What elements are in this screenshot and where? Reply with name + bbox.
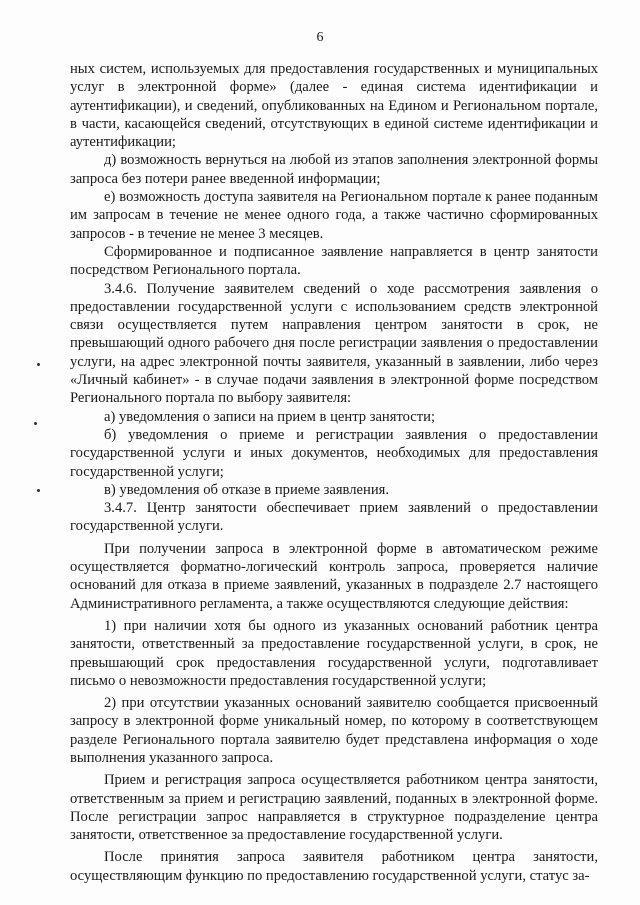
page-number: 6 <box>316 30 324 45</box>
paragraph: б) уведомления о приеме и регистрации заявления о предоставлении государственной услуги и иных документов, необходимых для предоставления государственной услуги; <box>70 426 598 480</box>
paragraph: 2) при отсутствии указанных оснований заявителю сообщается присвоенный запросу в электронной форме уникальный номер, по которому в соответствующем разделе Регионального портала заявителю будет представлена информация о ходе выполнения указанного запроса. <box>70 695 598 766</box>
paragraph: 1) при наличии хотя бы одного из указанных оснований работник центра занятости, ответственный за предоставление государственной услуги, в срок, не превышающий срок предоставления государственной услуги, подготавливает письмо о невозможности предоставления государственной услуги; <box>70 617 598 689</box>
paragraph: д) возможность вернуться на любой из этапов заполнения электронной формы запроса без потери ранее введенной информации; <box>70 152 598 187</box>
paragraph: ных систем, используемых для предоставления государственных и муниципальных услуг в электронной форме» (далее - единая система идентификации и аутентификации), и сведений, опубликованных на Едином и Региональном портале, в части, касающейся сведений, отсутствующих в единой системе идентификации и аутентификации; <box>70 61 598 151</box>
paragraph: Прием и регистрация запроса осуществляется работником центра занятости, ответственным за прием и регистрацию заявлений, поданных в электронной форме. После регистрации запрос направляется в структурное подразделение центра занятости, ответственное за предоставление государственной услуги. <box>70 772 598 844</box>
paragraph: После принятия запроса заявителя работником центра занятости, осуществляющим функцию по предоставлению государственной услуги, статус за- <box>70 849 598 884</box>
paragraph: е) возможность доступа заявителя на Региональном портале к ранее поданным им запросам в течение не менее одного года, а также частично сформированных запросов - в течение не менее 3 месяцев. <box>70 189 598 242</box>
document-body <box>70 60 598 885</box>
scan-mark <box>34 422 37 425</box>
paragraph: При получении запроса в электронной форме в автоматическом режиме осуществляется форматно-логический контроль запроса, проверяется наличие оснований для отказа в приеме заявлений, указанных в подразделе 2.7 настоящего Административного регламента, а также осуществляются следующие действия: <box>70 540 598 612</box>
paragraph: Сформированное и подписанное заявление направляется в центр занятости посредством Регионального портала. <box>70 243 598 279</box>
paragraph: в) уведомления об отказе в приеме заявления. <box>104 481 389 498</box>
paragraph: а) уведомления о записи на прием в центр занятости; <box>104 408 436 425</box>
scan-mark <box>37 363 40 366</box>
scan-mark <box>37 489 40 492</box>
paragraph: 3.4.6. Получение заявителем сведений о ходе рассмотрения заявления о предоставлении государственной услуги с использованием средств электронной связи осуществляется путем направления центром занятости в срок, не превышающий одного рабочего дня после регистрации заявления о предоставлении услуги, на адрес электронной почты заявителя, указанный в заявлении, либо через «Личный кабинет» - в случае подачи заявления в электронной форме посредством Регионального портала по выбору заявителя: <box>70 280 598 407</box>
paragraph: 3.4.7. Центр занятости обеспечивает прием заявлений о предоставлении государственной услуги. <box>70 500 598 535</box>
